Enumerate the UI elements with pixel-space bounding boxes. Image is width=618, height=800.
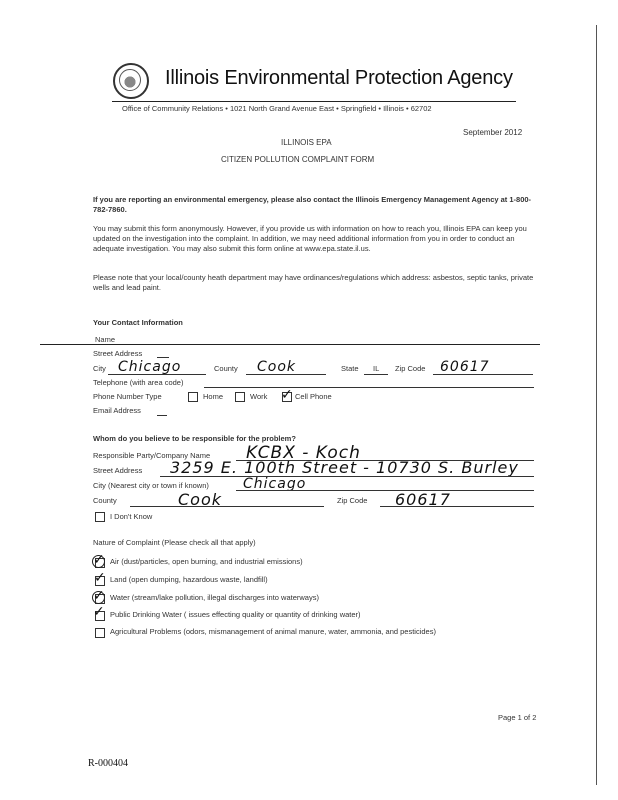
form-title-agency: ILLINOIS EPA	[281, 138, 332, 147]
contact-county-field	[246, 374, 326, 375]
responsible-county-field	[130, 506, 324, 507]
name-label: Name	[95, 335, 116, 344]
dont-know-checkbox[interactable]	[95, 512, 105, 522]
contact-state-field	[364, 374, 388, 375]
work-checkbox[interactable]	[235, 392, 245, 402]
water-label: Water (stream/lake pollution, illegal discharges into waterways)	[110, 593, 319, 602]
responsible-street-value[interactable]: 3259 E. 100th Street - 10730 S. Burley	[170, 458, 519, 477]
responsible-street-label: Street Address	[93, 466, 143, 475]
name-field[interactable]	[40, 344, 540, 345]
page-number: Page 1 of 2	[498, 713, 537, 722]
party-value[interactable]: KCBX - Koch	[246, 443, 361, 463]
contact-city-value[interactable]: Chicago	[118, 359, 182, 375]
contact-zip-label: Zip Code	[395, 364, 426, 373]
bates-number: R-000404	[88, 758, 128, 769]
responsible-county-value[interactable]: Cook	[178, 490, 223, 509]
email-field[interactable]	[157, 415, 167, 416]
drinking-water-label: Public Drinking Water ( issues effecting quality or quantity of drinking water)	[110, 610, 361, 619]
responsible-city-field	[236, 490, 534, 491]
contact-heading: Your Contact Information	[93, 318, 183, 327]
drinking-water-check-mark-icon: ✓	[93, 604, 105, 620]
scan-edge-line	[596, 25, 597, 785]
air-label: Air (dust/particles, open burning, and industrial emissions)	[110, 557, 303, 566]
cell-check-mark-icon: ✓	[281, 387, 293, 403]
agricultural-checkbox[interactable]	[95, 628, 105, 638]
land-label: Land (open dumping, hazardous waste, landfill)	[110, 575, 268, 584]
agricultural-label: Agricultural Problems (odors, mismanagement of animal manure, water, ammonia, and pesticides)	[110, 627, 436, 636]
responsible-zip-field	[380, 506, 534, 507]
air-check-mark-icon: ✓	[93, 552, 105, 568]
contact-state-label: State	[341, 364, 359, 373]
telephone-label: Telephone (with area code)	[93, 378, 184, 387]
responsible-city-label: City (Nearest city or town if known)	[93, 481, 209, 490]
responsible-street-field	[160, 476, 534, 477]
contact-state-value[interactable]: IL	[373, 364, 380, 373]
header-rule	[112, 101, 516, 102]
responsible-zip-label: Zip Code	[337, 496, 368, 505]
phone-type-label: Phone Number Type	[93, 392, 162, 401]
contact-county-label: County	[214, 364, 238, 373]
contact-street-label: Street Address	[93, 349, 143, 358]
responsible-zip-value[interactable]: 60617	[395, 490, 451, 509]
responsible-county-label: County	[93, 496, 117, 505]
contact-county-value[interactable]: Cook	[257, 359, 297, 375]
email-label: Email Address	[93, 406, 141, 415]
anonymous-notice: You may submit this form anonymously. However, if you provide us with information on how to reach you, Illinois EPA can keep you updated on the investigation into the complaint. In addition, we may need additional information from you in order to conduct an adequate investigation. You may also submit this form online at www.epa.state.il.us.	[93, 224, 527, 253]
work-label: Work	[250, 392, 268, 401]
home-checkbox[interactable]	[188, 392, 198, 402]
agency-seal-icon	[113, 63, 149, 99]
agency-name: Illinois Environmental Protection Agency	[165, 67, 513, 89]
responsible-heading: Whom do you believe to be responsible for the problem?	[93, 434, 296, 443]
complaint-heading: Nature of Complaint (Please check all that apply)	[93, 538, 256, 547]
responsible-city-value[interactable]: Chicago	[243, 476, 307, 492]
party-label: Responsible Party/Company Name	[93, 451, 211, 460]
cell-label: Cell Phone	[295, 392, 332, 401]
form-date: September 2012	[463, 128, 523, 137]
contact-city-field	[108, 374, 206, 375]
telephone-field[interactable]	[204, 387, 534, 388]
contact-zip-value[interactable]: 60617	[440, 359, 490, 375]
land-check-mark-icon: ✓	[94, 570, 106, 586]
contact-zip-field	[433, 374, 533, 375]
contact-city-label: City	[93, 364, 106, 373]
water-check-mark-icon: ✓	[93, 588, 105, 604]
emergency-notice: If you are reporting an environmental emergency, please also contact the Illinois Emergency Management Agency at 1-800-782-7860.	[93, 195, 532, 214]
office-address-line: Office of Community Relations • 1021 North Grand Avenue East • Springfield • Illinois • 62702	[122, 104, 432, 113]
health-department-notice: Please note that your local/county heath department may have ordinances/regulations which address: asbestos, septic tanks, private wells and lead paint.	[93, 273, 534, 292]
dont-know-label: I Don't Know	[110, 512, 153, 521]
form-title: CITIZEN POLLUTION COMPLAINT FORM	[221, 155, 375, 164]
contact-street-field[interactable]	[157, 357, 169, 358]
home-label: Home	[203, 392, 224, 401]
